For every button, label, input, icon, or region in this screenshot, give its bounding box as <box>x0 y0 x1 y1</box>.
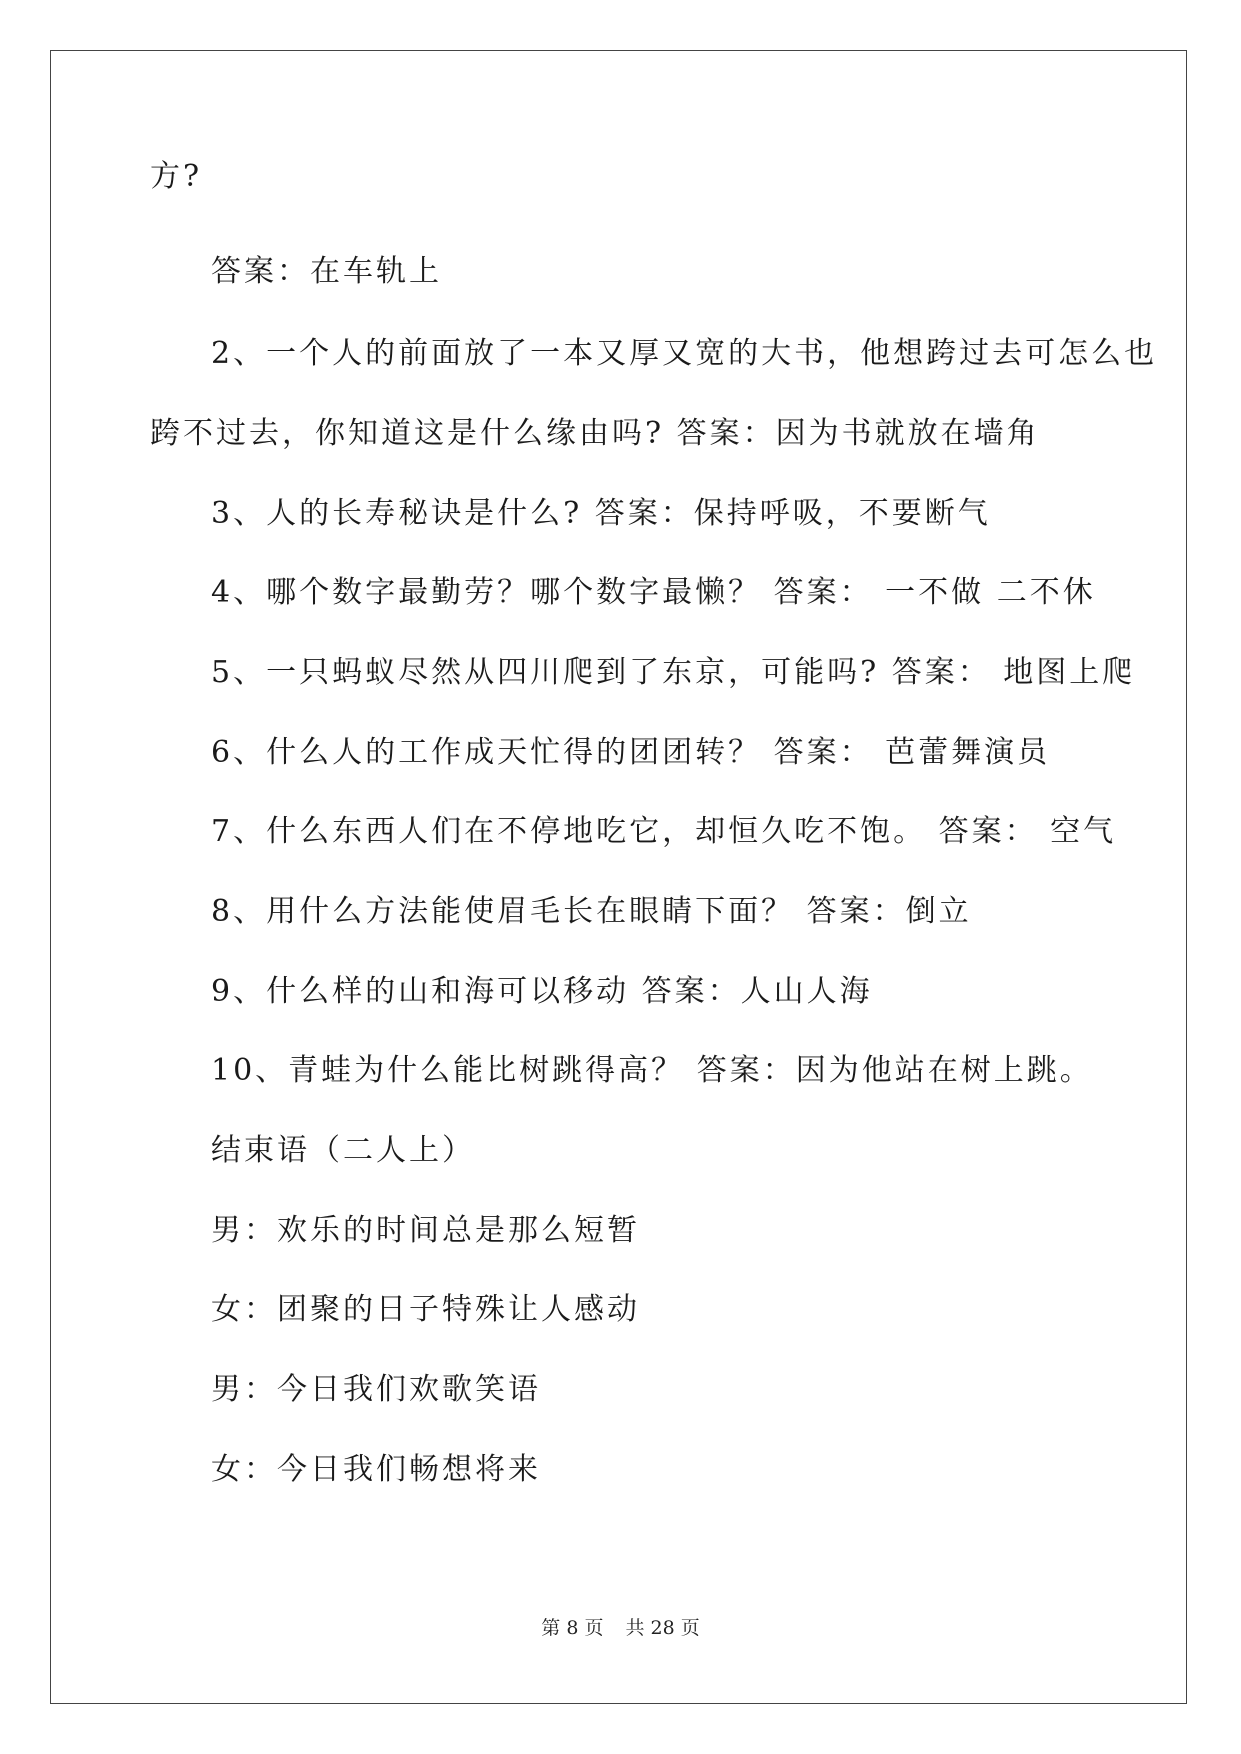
text-line-3: 2、一个人的前面放了一本又厚又宽的大书，他想跨过去可怎么也 <box>211 336 1158 371</box>
text-line-2: 答案：在车轨上 <box>211 254 442 289</box>
total-pages: 共 28 页 <box>625 1617 700 1639</box>
text-line-11: 9、什么样的山和海可以移动 答案：人山人海 <box>211 974 873 1009</box>
text-line-8: 6、什么人的工作成天忙得的团团转？ 答案： 芭蕾舞演员 <box>211 735 1051 770</box>
text-line-14: 男：欢乐的时间总是那么短暂 <box>211 1213 640 1248</box>
page-number: 第 8 页 <box>541 1617 604 1639</box>
text-line-1: 方? <box>150 159 203 194</box>
text-line-4: 跨不过去，你知道这是什么缘由吗? 答案：因为书就放在墙角 <box>150 416 1040 451</box>
text-line-15: 女：团聚的日子特殊让人感动 <box>211 1292 640 1327</box>
text-line-12: 10、青蛙为什么能比树跳得高？ 答案：因为他站在树上跳。 <box>211 1053 1093 1088</box>
text-line-9: 7、什么东西人们在不停地吃它，却恒久吃不饱。 答案： 空气 <box>211 814 1117 849</box>
text-line-6: 4、哪个数字最勤劳？哪个数字最懒？ 答案： 一不做 二不休 <box>211 575 1096 610</box>
text-line-10: 8、用什么方法能使眉毛长在眼睛下面？ 答案：倒立 <box>211 894 972 929</box>
text-line-16: 男：今日我们欢歌笑语 <box>211 1372 541 1407</box>
text-line-13: 结束语（二人上） <box>211 1133 475 1168</box>
page-footer <box>0 1616 1241 1640</box>
text-line-17: 女：今日我们畅想将来 <box>211 1452 541 1487</box>
text-line-7: 5、一只蚂蚁尽然从四川爬到了东京，可能吗? 答案： 地图上爬 <box>211 655 1136 690</box>
text-line-5: 3、人的长寿秘诀是什么? 答案：保持呼吸，不要断气 <box>211 496 991 531</box>
